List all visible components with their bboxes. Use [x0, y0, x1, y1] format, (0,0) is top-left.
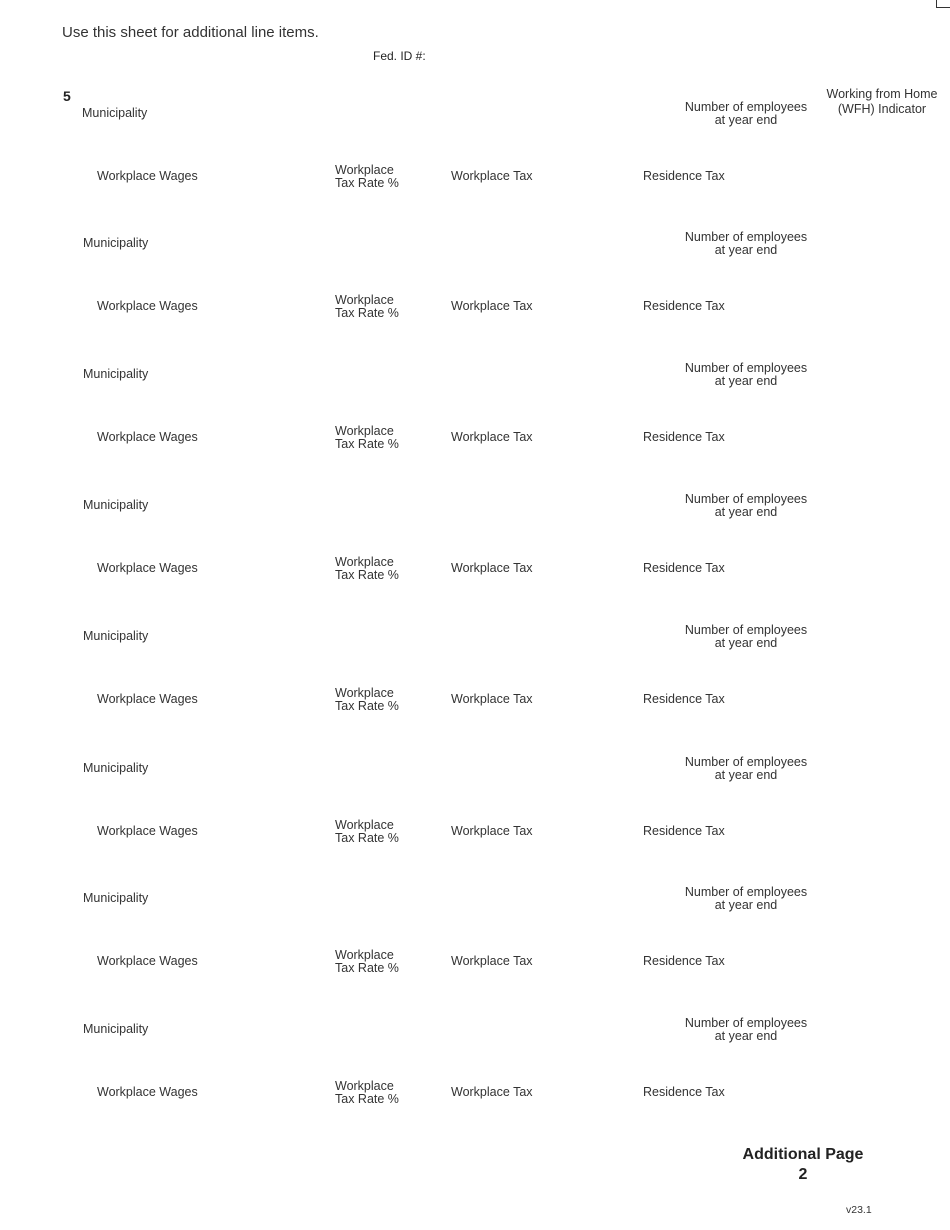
additional-page-title-text: Additional Page: [742, 1146, 864, 1163]
municipality-label: Municipality: [83, 236, 149, 250]
workplace-tax-label: Workplace Tax: [451, 169, 533, 183]
municipality-label: Municipality: [82, 106, 148, 120]
residence-tax-label: Residence Tax: [643, 169, 725, 183]
fed-id-label: Fed. ID #:: [373, 49, 426, 63]
residence-tax-label: Residence Tax: [643, 299, 725, 313]
tax-rate-label-line1: Workplace: [335, 818, 394, 832]
tax-rate-label-line2: Tax Rate %: [335, 305, 399, 320]
employees-label-line2: at year end: [714, 242, 778, 257]
employees-label-line1: Number of employees: [684, 755, 808, 769]
residence-tax-label: Residence Tax: [643, 1085, 725, 1099]
additional-page-number: 2: [798, 1166, 808, 1183]
workplace-wages-label: Workplace Wages: [97, 430, 198, 444]
residence-tax-label: Residence Tax: [643, 561, 725, 575]
workplace-tax-rate-label: [335, 687, 399, 712]
employees-label-line1: Number of employees: [684, 492, 808, 506]
line-item-block: [0, 623, 950, 761]
workplace-tax-rate-label: [335, 425, 399, 450]
tax-rate-label-line2: Tax Rate %: [335, 698, 399, 713]
municipality-label: Municipality: [83, 1022, 149, 1036]
employees-label-line1: Number of employees: [684, 230, 808, 244]
employees-label-line2: at year end: [714, 635, 778, 650]
line-item-block: [0, 885, 950, 1023]
employees-at-year-end-label: [682, 624, 810, 649]
corner-crop-mark: [936, 0, 950, 8]
workplace-tax-rate-label: [335, 1080, 399, 1105]
employees-label-line2: at year end: [714, 373, 778, 388]
employees-label-line1: Number of employees: [684, 100, 808, 114]
employees-at-year-end-label: [682, 101, 810, 126]
workplace-wages-label: Workplace Wages: [97, 1085, 198, 1099]
residence-tax-label: Residence Tax: [643, 692, 725, 706]
employees-label-line2: at year end: [714, 897, 778, 912]
line-number: 5: [63, 88, 71, 104]
workplace-tax-label: Workplace Tax: [451, 1085, 533, 1099]
workplace-tax-label: Workplace Tax: [451, 954, 533, 968]
employees-at-year-end-label: [682, 886, 810, 911]
workplace-tax-rate-label: [335, 949, 399, 974]
employees-label-line2: at year end: [714, 1028, 778, 1043]
instructions-text: Use this sheet for additional line items.: [62, 24, 319, 41]
tax-rate-label-line2: Tax Rate %: [335, 175, 399, 190]
employees-label-line2: at year end: [714, 767, 778, 782]
employees-label-line2: at year end: [714, 112, 778, 127]
municipality-label: Municipality: [83, 891, 149, 905]
workplace-wages-label: Workplace Wages: [97, 824, 198, 838]
municipality-label: Municipality: [83, 498, 149, 512]
workplace-tax-rate-label: [335, 164, 399, 189]
tax-rate-label-line2: Tax Rate %: [335, 960, 399, 975]
tax-rate-label-line1: Workplace: [335, 163, 394, 177]
wfh-indicator-label: Working from Home (WFH) Indicator: [826, 87, 938, 116]
workplace-tax-label: Workplace Tax: [451, 561, 533, 575]
tax-rate-label-line2: Tax Rate %: [335, 436, 399, 451]
employees-at-year-end-label: [682, 493, 810, 518]
workplace-wages-label: Workplace Wages: [97, 169, 198, 183]
line-item-block: [0, 361, 950, 499]
tax-rate-label-line1: Workplace: [335, 948, 394, 962]
workplace-tax-rate-label: [335, 819, 399, 844]
workplace-wages-label: Workplace Wages: [97, 954, 198, 968]
tax-rate-label-line2: Tax Rate %: [335, 567, 399, 582]
tax-rate-label-line1: Workplace: [335, 424, 394, 438]
employees-label-line1: Number of employees: [684, 361, 808, 375]
workplace-wages-label: Workplace Wages: [97, 692, 198, 706]
municipality-label: Municipality: [83, 761, 149, 775]
workplace-tax-label: Workplace Tax: [451, 824, 533, 838]
residence-tax-label: Residence Tax: [643, 824, 725, 838]
tax-rate-label-line2: Tax Rate %: [335, 1091, 399, 1106]
employees-at-year-end-label: [682, 362, 810, 387]
line-item-block: [0, 1016, 950, 1154]
workplace-tax-label: Workplace Tax: [451, 692, 533, 706]
employees-label-line1: Number of employees: [684, 623, 808, 637]
workplace-wages-label: Workplace Wages: [97, 299, 198, 313]
employees-label-line1: Number of employees: [684, 885, 808, 899]
workplace-tax-rate-label: [335, 294, 399, 319]
employees-at-year-end-label: [682, 231, 810, 256]
workplace-tax-rate-label: [335, 556, 399, 581]
form-version: v23.1: [846, 1204, 872, 1216]
workplace-tax-label: Workplace Tax: [451, 430, 533, 444]
tax-rate-label-line1: Workplace: [335, 1079, 394, 1093]
residence-tax-label: Residence Tax: [643, 954, 725, 968]
additional-page-title: [728, 1145, 878, 1185]
line-item-block: [0, 492, 950, 630]
municipality-label: Municipality: [83, 367, 149, 381]
employees-at-year-end-label: [682, 1017, 810, 1042]
workplace-wages-label: Workplace Wages: [97, 561, 198, 575]
workplace-tax-label: Workplace Tax: [451, 299, 533, 313]
line-item-block: [0, 230, 950, 368]
tax-rate-label-line2: Tax Rate %: [335, 830, 399, 845]
residence-tax-label: Residence Tax: [643, 430, 725, 444]
employees-label-line2: at year end: [714, 504, 778, 519]
municipality-label: Municipality: [83, 629, 149, 643]
tax-rate-label-line1: Workplace: [335, 293, 394, 307]
employees-label-line1: Number of employees: [684, 1016, 808, 1030]
line-item-block: [0, 755, 950, 893]
tax-rate-label-line1: Workplace: [335, 686, 394, 700]
tax-rate-label-line1: Workplace: [335, 555, 394, 569]
employees-at-year-end-label: [682, 756, 810, 781]
